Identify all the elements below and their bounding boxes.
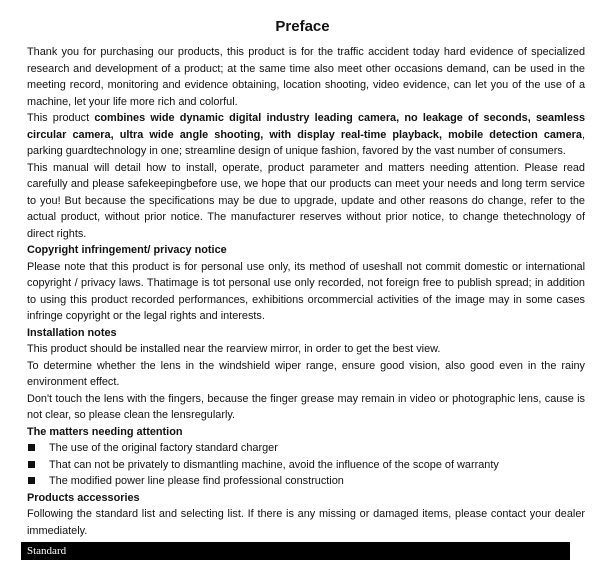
accessories-heading: Products accessories <box>27 491 140 504</box>
list-item-text: The use of the original factory standard charger <box>49 442 278 454</box>
square-bullet-icon <box>28 461 35 468</box>
list-item-text: That can not be privately to dismantling machine, avoid the influence of the scope of warranty <box>49 458 499 471</box>
intro-2-start: This product <box>27 112 95 124</box>
copyright-text: Please note that this product is for personal use only, its method of useshall not commit domestic or international copyright / privacy laws. Thatimage is tot personal use only recorded, not foreign free to publish spread; in addition to using this product recorded performances, exhibitions orcommercial activities of the image may in some cases infringe copyright or the legal rights and interests. <box>27 260 585 322</box>
square-bullet-icon <box>28 444 35 451</box>
square-bullet-icon <box>28 477 35 484</box>
copyright-heading: Copyright infringement/ privacy notice <box>27 244 227 256</box>
list-item <box>27 457 585 474</box>
page-title: Preface <box>275 18 330 35</box>
intro-2-end: , parking guardtechnology in one; streamline design of unique fashion, favored by the vast number of consumers. <box>27 128 585 157</box>
intro-paragraph-3: This manual will detail how to install, operate, product parameter and matters needing attention. Please read carefully and please safekeepingbefore use, we hope that our products can meet your needs and long term service to you! But because the specifications may be due to upgrade, update and other reasons do change, refer to the actual product, without prior notice. The manufacturer reserves without prior notice, to change thetechnology of direct rights. <box>27 161 585 240</box>
installation-text-2: To determine whether the lens in the windshield wiper range, ensure good vision, also good even in the rainy environment effect. <box>27 359 585 388</box>
installation-text-1: This product should be installed near the rearview mirror, in order to get the best view. <box>27 343 441 355</box>
page-body <box>27 44 585 539</box>
list-item <box>27 440 585 457</box>
attention-list <box>27 440 585 490</box>
accessories-text: Following the standard list and selecting list. If there is any missing or damaged items, please contact your dealer immediately. <box>27 508 585 537</box>
intro-paragraph-2 <box>27 110 585 160</box>
standard-table-header: Standard <box>21 542 570 560</box>
attention-heading: The matters needing attention <box>27 425 183 438</box>
installation-text-3: Don't touch the lens with the fingers, because the finger grease may remain in video or photographic lens, cause is not clear, so please clean the lensregularly. <box>27 392 585 421</box>
installation-heading: Installation notes <box>27 326 117 339</box>
intro-2-features: combines wide dynamic digital industry leading camera, no leakage of seconds, seamless circular camera, ultra wide angle shooting, with display real-time playback, mobile detection camera <box>27 112 585 141</box>
intro-paragraph-1: Thank you for purchasing our products, this product is for the traffic accident today hard evidence of specialized research and development of a product; at the same time also meet other occasions demand, can be used in the meeting record, monitoring and evidence obtaining, location shooting, video evidence, can let you of the use of a machine, let your life more rich and colorful. <box>27 46 585 108</box>
list-item <box>27 473 585 490</box>
list-item-text: The modified power line please find professional construction <box>49 475 344 487</box>
